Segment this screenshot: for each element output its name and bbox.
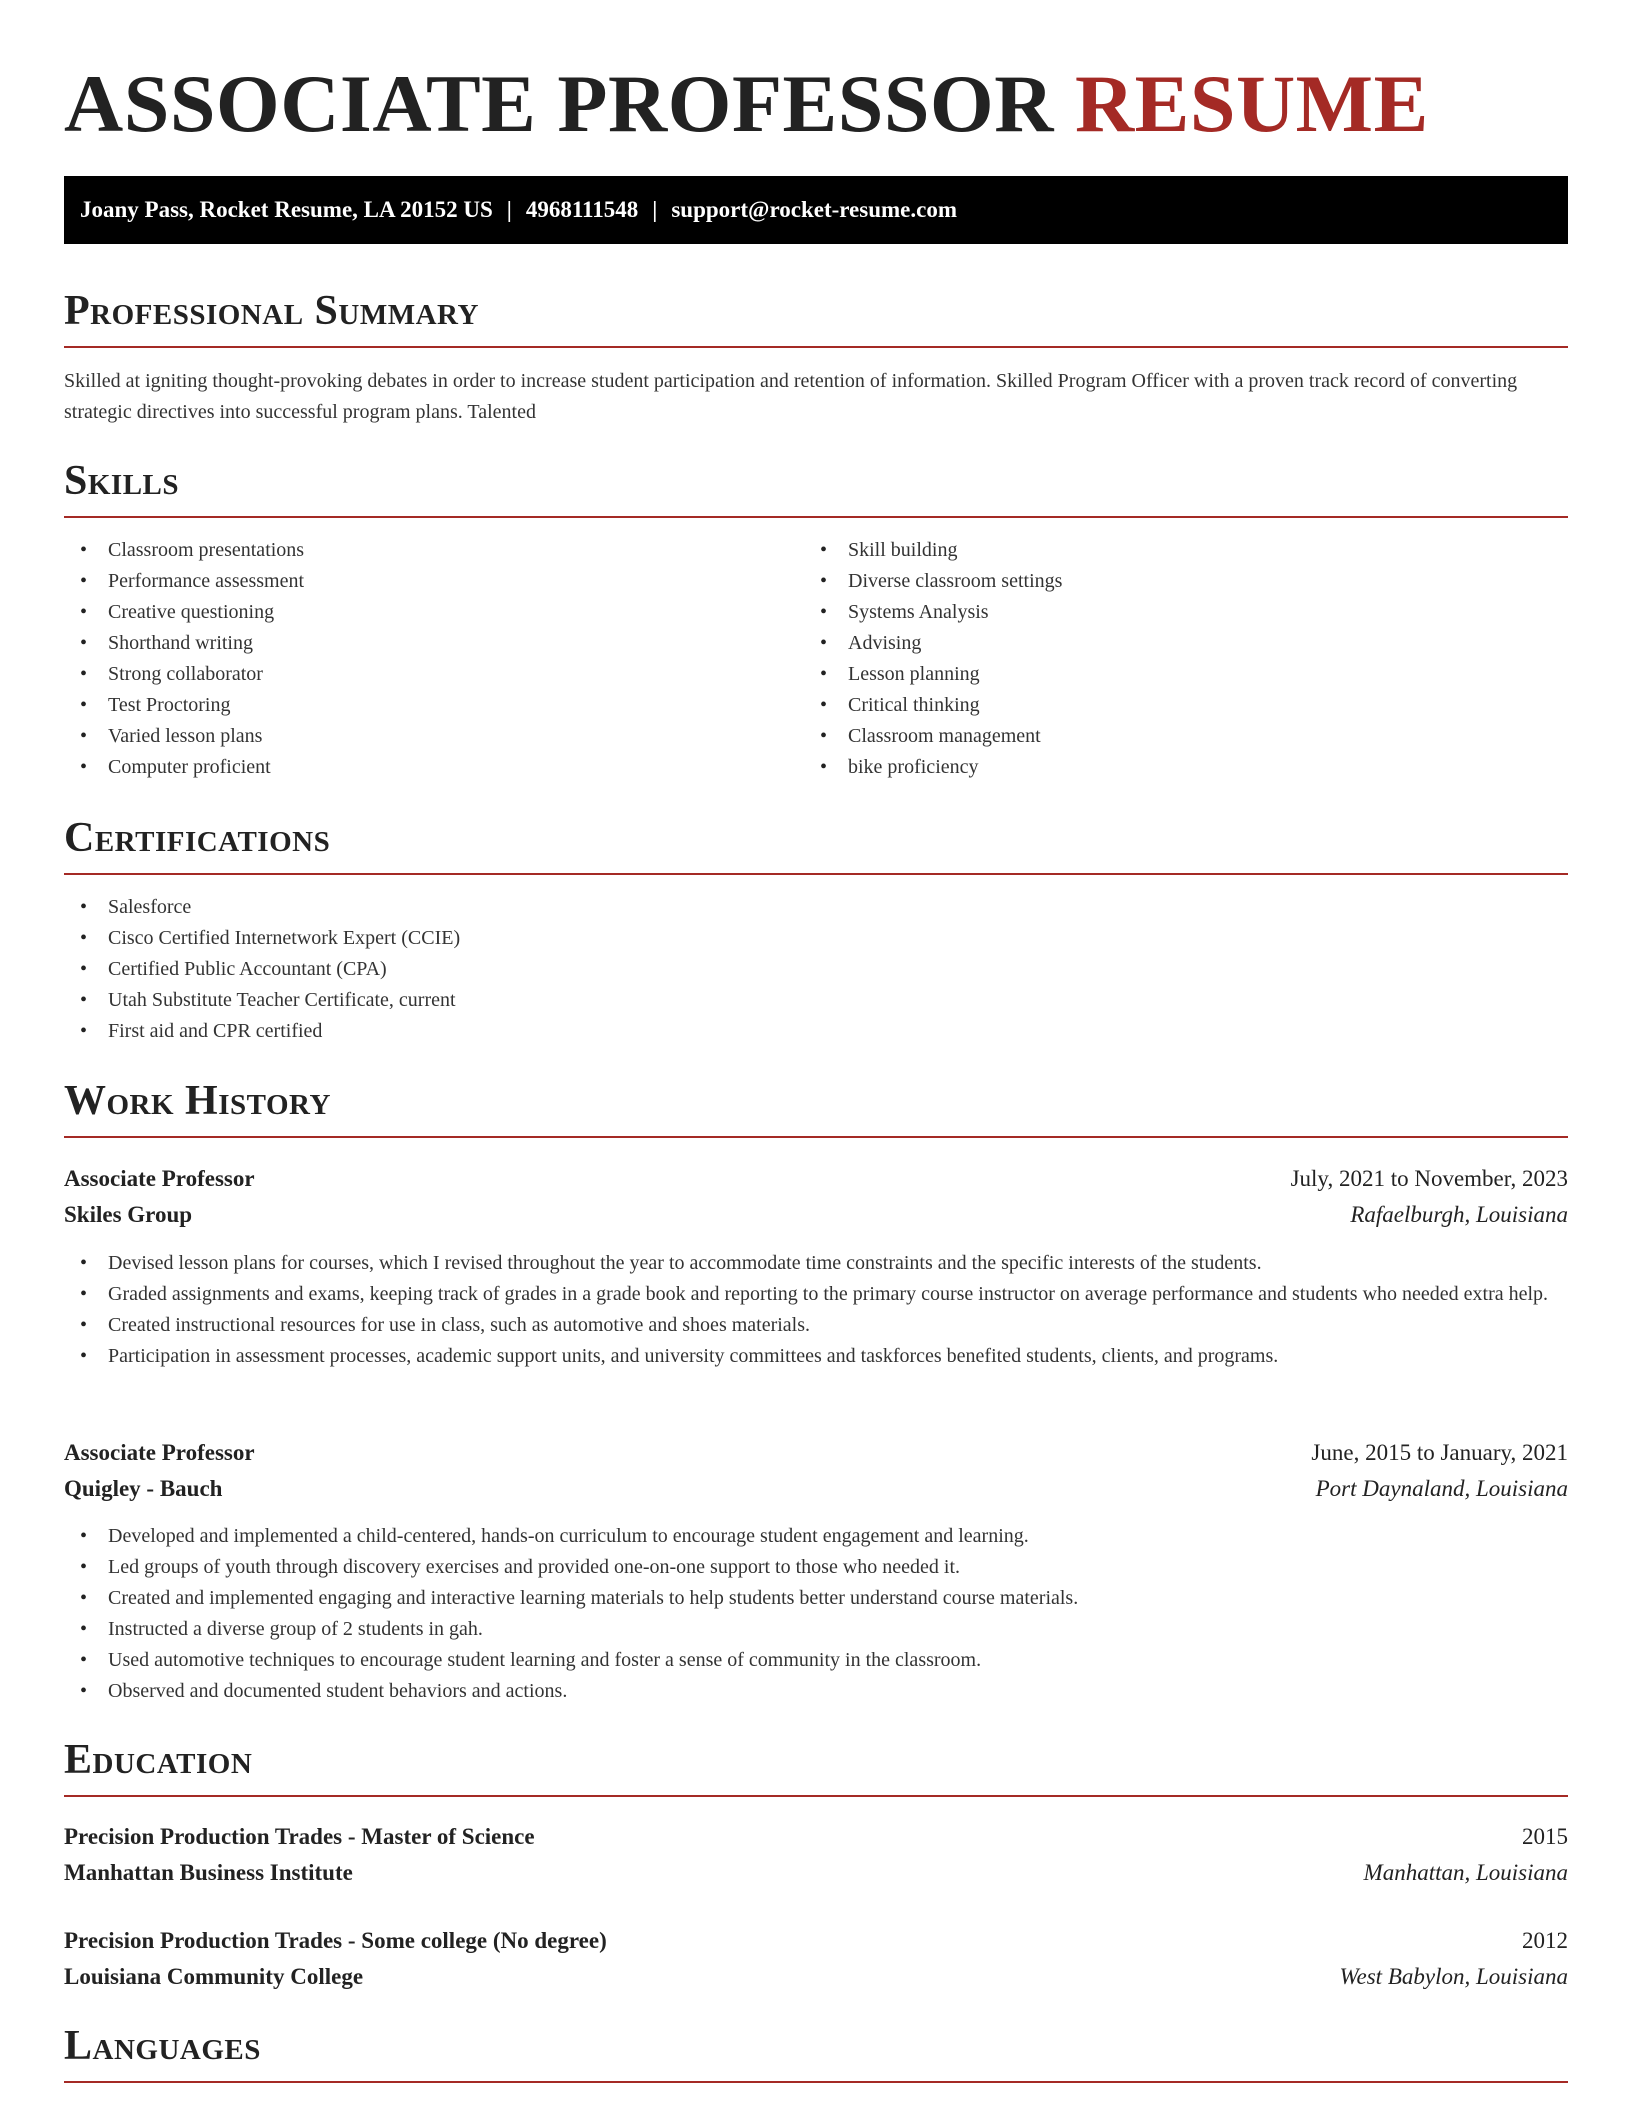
skill-item: • Classroom presentations <box>64 535 794 566</box>
job-bullet: • Instructed a diverse group of 2 students in gah. <box>64 1614 1568 1645</box>
job-bullet: • Led groups of youth through discovery exercises and provided one-on-one support to those who needed it. <box>64 1552 1568 1583</box>
education-degree-row <box>64 1923 1568 1959</box>
title-main: ASSOCIATE PROFESSOR <box>64 58 1054 149</box>
skill-item: • Classroom management <box>804 721 1564 752</box>
title-accent: RESUME <box>1074 58 1429 149</box>
education-school: Louisiana Community College <box>64 1964 364 1989</box>
education-heading: Education <box>64 1737 253 1783</box>
certification-item: • Certified Public Accountant (CPA) <box>64 954 1568 985</box>
job-bullet: • Developed and implemented a child-centered, hands-on curriculum to encourage student engagement and learning. <box>64 1521 1568 1552</box>
job-bullets <box>64 1248 1568 1372</box>
job-location: Port Daynaland, Louisiana <box>1315 1476 1568 1501</box>
job-bullet: • Observed and documented student behaviors and actions. <box>64 1676 1568 1707</box>
work-heading: Work History <box>64 1078 331 1124</box>
certification-item: • Salesforce <box>64 892 1568 923</box>
education-school-row <box>64 1855 1568 1891</box>
job-location: Rafaelburgh, Louisiana <box>1350 1202 1568 1227</box>
section-divider <box>64 2081 1568 2083</box>
section-divider <box>64 1136 1568 1138</box>
education-degree: Precision Production Trades - Some college (No degree) <box>64 1928 607 1953</box>
job-bullet: • Created instructional resources for use in class, such as automotive and shoes materials. <box>64 1310 1568 1341</box>
summary-text: Skilled at igniting thought-provoking debates in order to increase student participation and retention of information. Skilled Program Officer with a proven track record of converting strategic directives into successful program plans. Talented <box>64 370 1518 423</box>
job-bullets <box>64 1521 1568 1707</box>
certification-item: • Utah Substitute Teacher Certificate, current <box>64 985 1568 1016</box>
education-location: West Babylon, Louisiana <box>1339 1964 1568 1989</box>
section-divider <box>64 516 1568 518</box>
job-bullet: • Used automotive techniques to encourage student learning and foster a sense of community in the classroom. <box>64 1645 1568 1676</box>
skill-item: • Varied lesson plans <box>64 721 794 752</box>
skill-item: • Systems Analysis <box>804 597 1564 628</box>
job-bullet: • Participation in assessment processes, academic support units, and university committees and taskforces benefited students, clients, and programs. <box>64 1341 1568 1372</box>
contact-address: Joany Pass, Rocket Resume, LA 20152 US <box>80 197 493 222</box>
certifications-heading: Certifications <box>64 815 331 861</box>
contact-separator: | <box>506 197 512 222</box>
job-title: Associate Professor <box>64 1166 255 1191</box>
contact-bar <box>64 176 1568 244</box>
contact-separator: | <box>652 197 658 222</box>
languages-heading: Languages <box>64 2023 261 2069</box>
education-degree: Precision Production Trades - Master of Science <box>64 1824 535 1849</box>
skills-heading: Skills <box>64 458 180 504</box>
skill-item: • Performance assessment <box>64 566 794 597</box>
skill-item: • bike proficiency <box>804 752 1564 783</box>
skill-item: • Critical thinking <box>804 690 1564 721</box>
skill-item: • Strong collaborator <box>64 659 794 690</box>
job-company-row <box>64 1471 1568 1507</box>
education-school: Manhattan Business Institute <box>64 1860 353 1885</box>
job-company: Skiles Group <box>64 1202 193 1227</box>
job-dates: June, 2015 to January, 2021 <box>1311 1440 1568 1465</box>
resume-title <box>64 56 1429 152</box>
job-bullet: • Devised lesson plans for courses, which I revised throughout the year to accommodate time constraints and the specific interests of the students. <box>64 1248 1568 1279</box>
education-location: Manhattan, Louisiana <box>1363 1860 1568 1885</box>
skill-item: • Creative questioning <box>64 597 794 628</box>
skill-item: • Skill building <box>804 535 1564 566</box>
skill-item: • Test Proctoring <box>64 690 794 721</box>
summary-heading: Professional Summary <box>64 288 479 334</box>
job-company: Quigley - Bauch <box>64 1476 223 1501</box>
job-company-row <box>64 1197 1568 1233</box>
certification-item: • Cisco Certified Internetwork Expert (CCIE) <box>64 923 1568 954</box>
skill-item: • Shorthand writing <box>64 628 794 659</box>
job-title: Associate Professor <box>64 1440 255 1465</box>
section-divider <box>64 346 1568 348</box>
section-divider <box>64 1795 1568 1797</box>
contact-phone: 4968111548 <box>525 197 639 222</box>
job-header-row <box>64 1435 1568 1471</box>
job-bullet: • Created and implemented engaging and interactive learning materials to help students better understand course materials. <box>64 1583 1568 1614</box>
skill-item: • Advising <box>804 628 1564 659</box>
section-divider <box>64 873 1568 875</box>
education-degree-row <box>64 1819 1568 1855</box>
skill-item: • Lesson planning <box>804 659 1564 690</box>
certification-item: • First aid and CPR certified <box>64 1016 1568 1047</box>
contact-email: support@rocket-resume.com <box>671 197 957 222</box>
skills-list-left <box>64 535 794 783</box>
education-year: 2015 <box>1522 1824 1568 1849</box>
skills-list-right <box>804 535 1564 783</box>
skill-item: • Diverse classroom settings <box>804 566 1564 597</box>
job-bullet: • Graded assignments and exams, keeping track of grades in a grade book and reporting to the primary course instructor on average performance and students who needed extra help. <box>64 1279 1568 1310</box>
certifications-list <box>64 892 1568 1047</box>
job-header-row <box>64 1161 1568 1197</box>
skill-item: • Computer proficient <box>64 752 794 783</box>
education-year: 2012 <box>1522 1928 1568 1953</box>
education-school-row <box>64 1959 1568 1995</box>
job-dates: July, 2021 to November, 2023 <box>1290 1166 1568 1191</box>
